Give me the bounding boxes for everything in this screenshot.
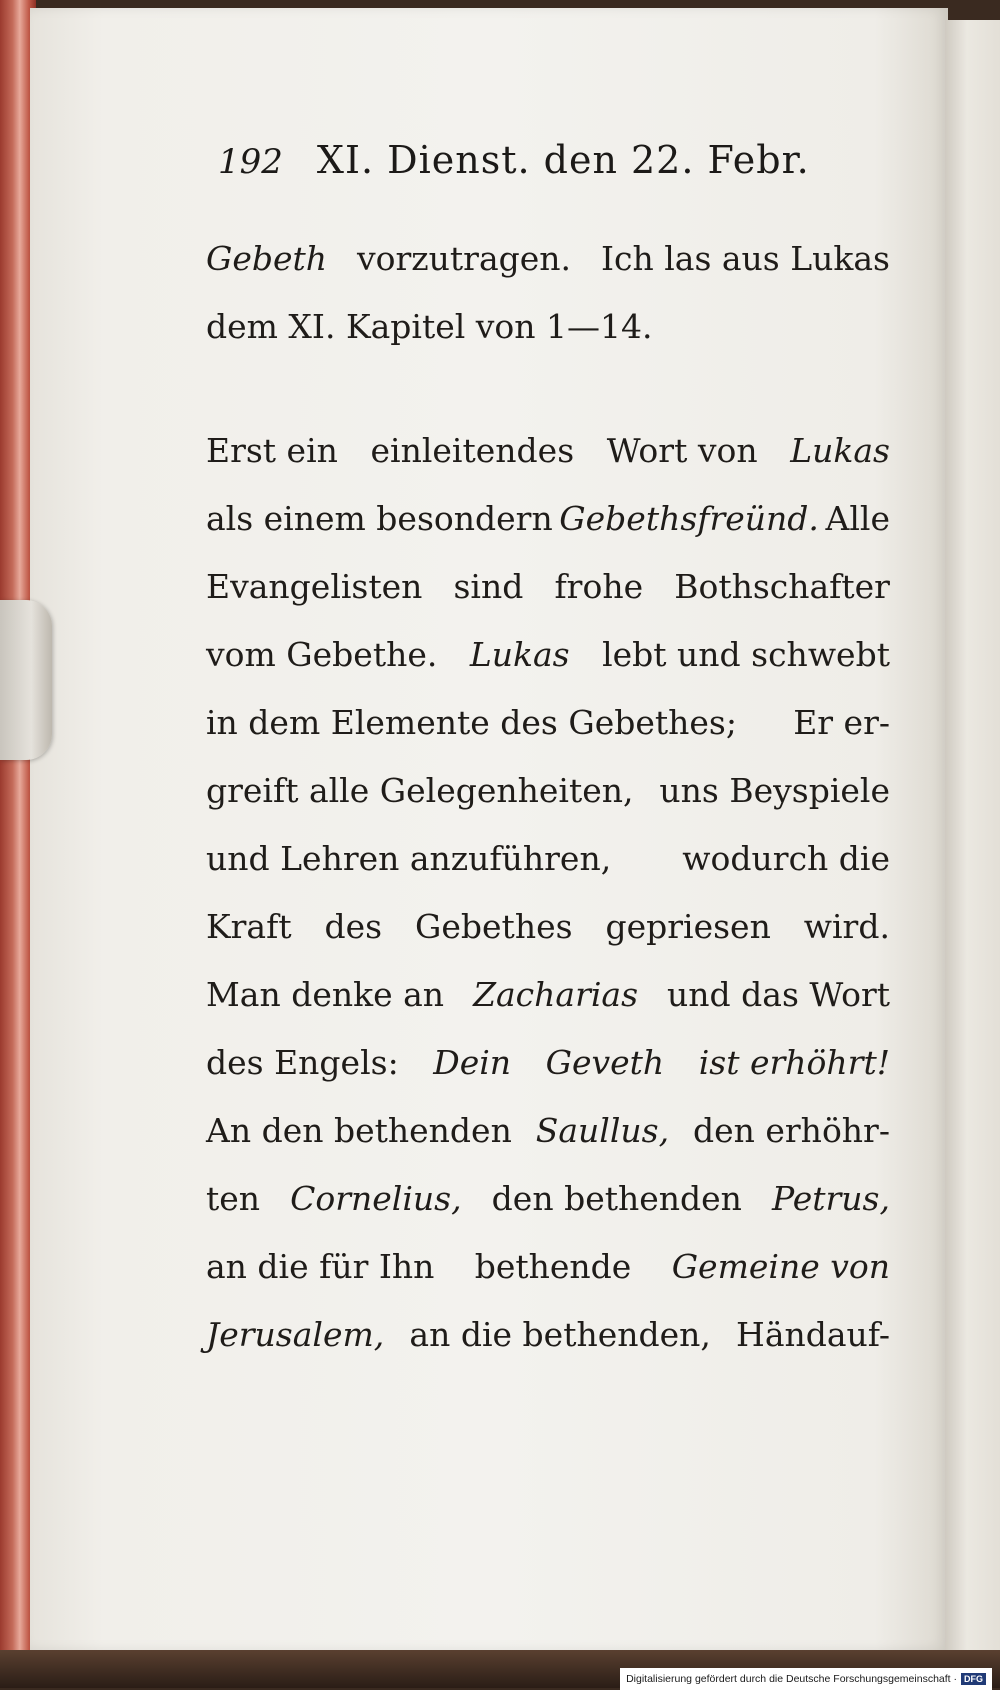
- credit-text: Digitalisierung gefördert durch die Deutsche Forschungsgemeinschaft ·: [626, 1673, 957, 1685]
- text-line: [206, 757, 890, 825]
- text-line: [206, 893, 890, 961]
- text-segment: als einem besondern: [206, 499, 553, 538]
- text-segment: Gebeth: [206, 239, 328, 278]
- text-segment: Alle: [825, 499, 890, 538]
- text-segment: Dein: [433, 1043, 512, 1082]
- dfg-logo: DFG: [961, 1673, 986, 1685]
- text-segment: des: [324, 907, 383, 946]
- text-segment: Wort von: [606, 431, 758, 470]
- text-segment: an die für Ihn: [206, 1247, 435, 1286]
- text-line: [206, 825, 890, 893]
- text-segment: in dem Elemente des Gebethes;: [206, 703, 737, 742]
- text-line: [206, 1233, 890, 1301]
- body-text: [206, 225, 890, 1369]
- text-segment: uns Beyspiele: [659, 771, 890, 810]
- text-line: [206, 1029, 890, 1097]
- text-segment: Jerusalem,: [206, 1315, 385, 1354]
- text-segment: wodurch die: [682, 839, 890, 878]
- text-segment: des Engels:: [206, 1043, 399, 1082]
- text-segment: greift alle Gelegenheiten,: [206, 771, 634, 810]
- text-segment: sind: [453, 567, 524, 606]
- text-segment: Man denke an: [206, 975, 445, 1014]
- text-segment: wird.: [803, 907, 890, 946]
- text-segment: einleitendes: [370, 431, 575, 470]
- text-segment: vom Gebethe.: [206, 635, 438, 674]
- text-segment: bethende: [474, 1247, 632, 1286]
- text-line: [206, 417, 890, 485]
- text-segment: frohe: [554, 567, 644, 606]
- page-header: [218, 138, 838, 198]
- text-segment: Zacharias: [473, 975, 639, 1014]
- text-segment: Lukas: [469, 635, 570, 674]
- text-segment: Gebethes: [415, 907, 573, 946]
- text-segment: Saullus,: [535, 1111, 670, 1150]
- page-number: 192: [218, 142, 283, 182]
- text-segment: Bothschafter: [674, 567, 890, 606]
- text-segment: Gemeine von: [671, 1247, 890, 1286]
- text-segment: Lukas: [790, 431, 890, 470]
- text-segment: ist erhöhrt!: [698, 1043, 890, 1082]
- text-segment: Geveth: [545, 1043, 665, 1082]
- text-line: [206, 689, 890, 757]
- running-head: XI. Dienst. den 22. Febr.: [316, 138, 810, 182]
- text-segment: Petrus,: [772, 1179, 890, 1218]
- text-segment: Er er-: [793, 703, 890, 742]
- text-line: [206, 621, 890, 689]
- text-segment: den erhöhr-: [692, 1111, 890, 1150]
- text-segment: ten: [206, 1179, 261, 1218]
- text-line: [206, 485, 890, 553]
- text-segment: lebt und schwebt: [602, 635, 890, 674]
- text-line: [206, 1165, 890, 1233]
- text-line: [206, 293, 890, 369]
- text-segment: Händauf-: [736, 1315, 890, 1354]
- text-segment: den bethenden: [491, 1179, 742, 1218]
- text-line: [206, 1301, 890, 1369]
- text-segment: vorzutragen.: [356, 239, 572, 278]
- text-segment: Ich las aus Lukas: [600, 239, 890, 278]
- text-segment: Evangelisten: [206, 567, 423, 606]
- text-segment: Erst ein: [206, 431, 338, 470]
- text-segment: und das Wort: [667, 975, 890, 1014]
- text-segment: gepriesen: [605, 907, 771, 946]
- text-segment: An den bethenden: [206, 1111, 512, 1150]
- page-clip: [0, 600, 52, 760]
- text-segment: Gebethsfreünd.: [559, 499, 819, 538]
- text-line: [206, 553, 890, 621]
- text-line: [206, 1097, 890, 1165]
- text-segment: und Lehren anzuführen,: [206, 839, 612, 878]
- next-page-edge: [945, 20, 1000, 1660]
- text-segment: an die bethenden,: [409, 1315, 711, 1354]
- text-segment: Cornelius,: [290, 1179, 462, 1218]
- text-segment: dem XI. Kapitel von 1—14.: [206, 307, 653, 346]
- text-line: [206, 225, 890, 293]
- text-segment: Kraft: [206, 907, 292, 946]
- text-line: [206, 961, 890, 1029]
- digitization-credit: [620, 1668, 992, 1690]
